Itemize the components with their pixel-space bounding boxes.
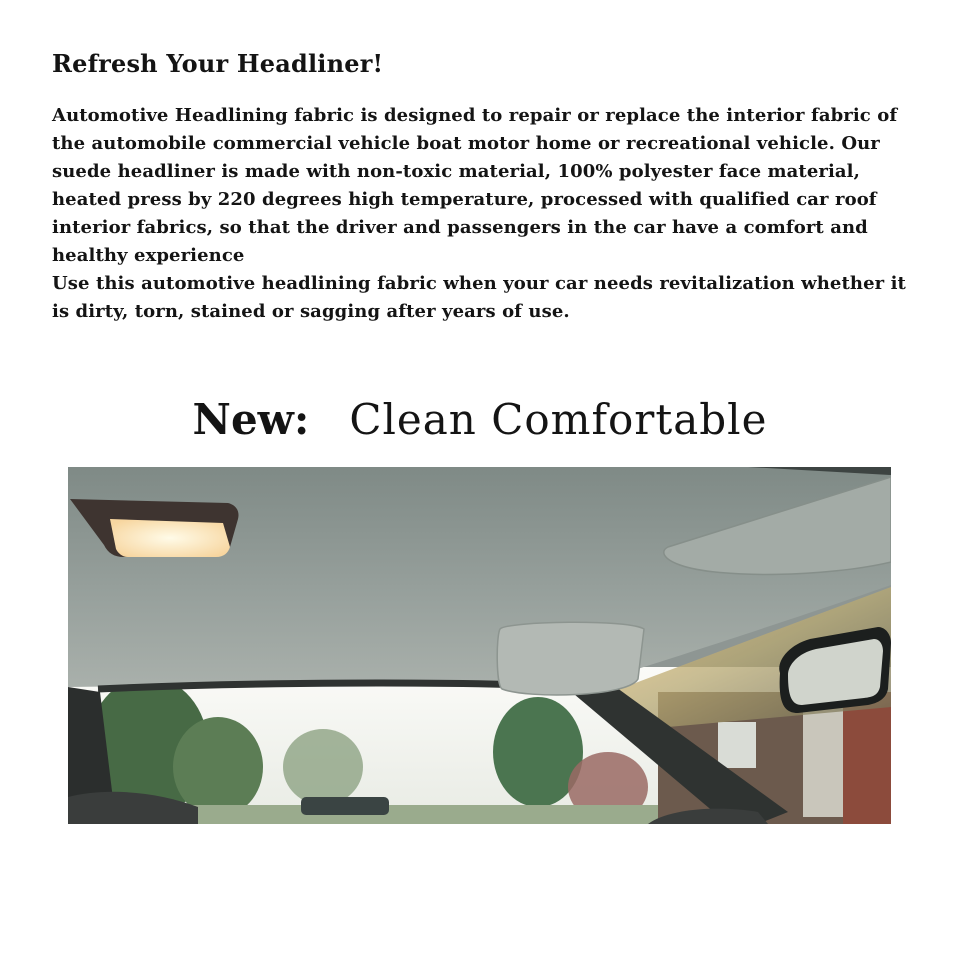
house-brick [843, 692, 891, 824]
description-paragraph-1: Automotive Headlining fabric is designed to repair or replace the interior fabric of the automobile commercial vehicle boat motor home or recreational vehicle. Our suede headliner is made with non-toxic material, 100% polyester face material, heated press by 220 degrees high temperature, processed with qualified car roof interior fabrics, so that the driver and passengers in the car have a comfort and healthy experience [52, 105, 898, 266]
tree-left-2 [173, 717, 263, 817]
mirror-mount [497, 622, 644, 695]
caption-description: Clean Comfortable [349, 395, 768, 444]
dome-lamp-light [110, 519, 230, 557]
image-caption [0, 392, 960, 448]
caption-new-label: New: [192, 395, 310, 444]
house-door [803, 707, 843, 817]
house-window [718, 722, 756, 768]
page-heading: Refresh Your Headliner! [52, 49, 384, 78]
tree-mid [283, 729, 363, 805]
parked-car [301, 797, 389, 815]
description-paragraph-2: Use this automotive headlining fabric when your car needs revitalization whether it is dirty, torn, stained or sagging after years of use. [52, 273, 906, 322]
headliner-photo [68, 467, 891, 824]
